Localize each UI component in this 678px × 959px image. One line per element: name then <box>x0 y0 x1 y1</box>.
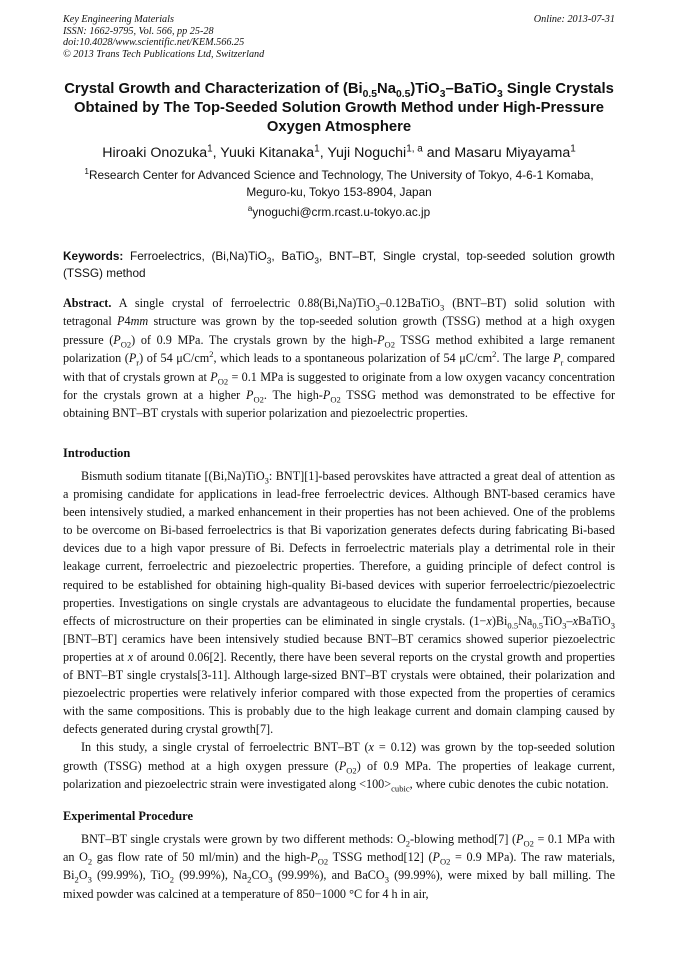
introduction-body <box>63 467 615 793</box>
online-date: Online: 2013-07-31 <box>533 14 615 25</box>
introduction-paragraph-1: Bismuth sodium titanate [(Bi,Na)TiO$_3$: BNT][1]-based perovskites have attracted a great deal of attention as a promising candidate for applications in lead-free ferroelectric devices. Although BNT-based ceramics have been intensively studied, a marked enhancement in their properties has not been achieved. One of the problems to be overcome on Bi-based ferroelectrics is that Bi vaporization generates defects during fabricating Bi-based devices due to a high vapor pressure of Bi. Defects in ferroelectric materials play a detrimental role in their leakage current, ferroelectric and piezoelectric properties. Therefore, a guiding principle of defect control is required to be established for obtaining high-quality Bi-based devices with superior ferroelectric/piezoelectric properties. Investigations on single crystals are advantageous to elucidate the fundamental properties, because effects of microstructure on their properties can be eliminated in single crystals. $(1-x)Bi_{0.5}Na_{0.5}TiO_3-xBaTiO_3$ [BNT–BT] ceramics have been intensively studied because BNT–BT ceramics showed superior piezoelectric properties at x of around 0.06[2]. Recently, there have been several reports on the crystal growth and properties of BNT–BT single crystals[3-11]. Although large-sized BNT–BT crystals were obtained, their polarization and piezoelectric properties were relatively inferior compared with those expected from the properties of ceramics with the same compositions. This is probably due to the high leakage current and domain clamping caused by defects generated during crystal growth[7]. <box>63 469 615 737</box>
journal-name: Key Engineering Materials <box>63 14 174 25</box>
experimental-body <box>63 830 615 903</box>
introduction-heading: Introduction <box>63 446 131 460</box>
abstract: Abstract. A single crystal of ferroelectric 0.88(Bi,Na)TiO$_3$–0.12BaTiO$_3$ (BNT–BT) solid solution with tetragonal P4mm structure was grown by the top-seeded solution growth (TSSG) method at a high oxygen pressure $(P_{O2})$ of 0.9 MPa. The crystals grown by the high-$P_{O2}$ TSSG method exhibited a large remanent polarization $(P_r)$ of 54 $\mu C/cm^2$, which leads to a spontaneous polarization of 54 $\mu C/cm^2$. The large $P_r$ compared with that of crystals grown at $P_{O2} = 0.1$ MPa is suggested to originate from a low oxygen vacancy concentration for the crystals grown at a higher $P_{O2}$. The high-$P_{O2}$ TSSG method was demonstrated to be effective for obtaining BNT–BT crystals with superior polarization and piezoelectric properties. <box>63 296 616 421</box>
author-list: Hiroaki Onozuka$^1$, Yuuki Kitanaka$^1$, Yuji Noguchi$^{1, a}$ and Masaru Miyayama$^1$ <box>102 143 576 161</box>
abstract-label: Abstract. <box>63 296 112 310</box>
keywords: Keywords: Ferroelectrics, (Bi,Na)TiO$_3$, BaTiO$_3$, BNT–BT, Single crystal, top-seeded solution growth (TSSG) method <box>63 249 615 280</box>
introduction-paragraph-2: In this study, a single crystal of ferroelectric BNT–BT (x = 0.12) was grown by the top-seeded solution growth (TSSG) method at a high oxygen pressure $(P_{O2})$ of 0.9 MPa. The properties of leakage current, polarization and piezoelectric strain were investigated along $<100>_{cubic}$, where cubic denotes the cubic notation. <box>63 740 616 794</box>
journal-doi: doi:10.4028/www.scientific.net/KEM.566.25 <box>63 37 245 49</box>
author-email: $^a$ynoguchi@crm.rcast.u-tokyo.ac.jp <box>247 204 431 219</box>
journal-copyright: © 2013 Trans Tech Publications Ltd, Switzerland <box>63 48 265 60</box>
paper-title: Crystal Growth and Characterization of $(Bi_{0.5}Na_{0.5})TiO_3-BaTiO_3$ Single Crystals Obtained by The Top-Seeded Solution Growth Method under High-Pressure Oxygen Atmosphere <box>64 81 614 135</box>
keywords-label: Keywords: <box>63 249 124 263</box>
experimental-heading: Experimental Procedure <box>63 809 193 823</box>
journal-header <box>63 14 615 60</box>
affiliation: $^1$Research Center for Advanced Science and Technology, The University of Tokyo, 4-6-1 Komaba, Meguro-ku, Tokyo 153-8904, Japan <box>84 167 594 199</box>
journal-issn: ISSN: 1662-9795, Vol. 566, pp 25-28 <box>63 25 214 37</box>
experimental-paragraph-1: BNT–BT single crystals were grown by two different methods: $O_2$-blowing method[7] ($P_{O2} = 0.1$ MPa with an $O_2$ gas flow rate of 50 ml/min) and the high-$P_{O2}$ TSSG method[12] ($P_{O2} = 0.9$ MPa). The raw materials, $Bi_2O_3$ (99.99%), TiO$_2$ (99.99%), $Na_2CO_3$ (99.99%), and BaCO$_3$ (99.99%), were mixed by ball milling. The mixed powder was calcined at a temperature of 850−1000 °C for 4 h in air, <box>63 832 616 901</box>
